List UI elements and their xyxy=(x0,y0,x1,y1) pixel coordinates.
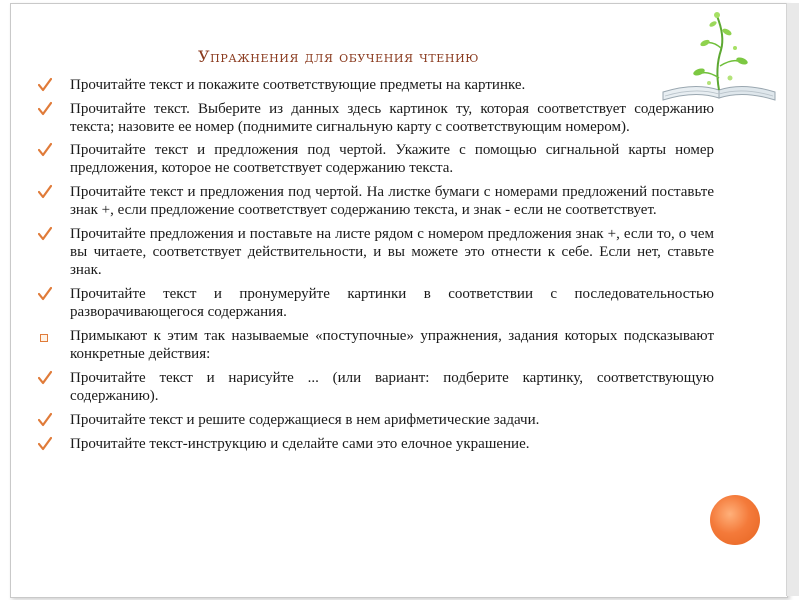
orange-circle-decoration xyxy=(710,495,760,545)
list-item-text: Прочитайте текст и решите содержащиеся в нем арифметические задачи. xyxy=(70,412,540,428)
list-item xyxy=(38,369,714,405)
checkmark-bullet-icon xyxy=(38,77,52,93)
list-item xyxy=(38,327,714,363)
checkmark-bullet-icon xyxy=(38,370,52,386)
list-item xyxy=(38,225,714,279)
list-item xyxy=(38,100,714,136)
page-title: Упражнения для обучения чтению xyxy=(198,47,480,66)
list-item-text: Прочитайте текст и пронумеруйте картинки в соответствии с последовательностью разворачивающегося содержания. xyxy=(70,286,714,320)
list-item-text: Прочитайте предложения и поставьте на листе рядом с номером предложения знак +, если то, о чем вы читаете, соответствует действительности, и вы можете это отнести к себе. Если нет, ставьте знак. xyxy=(70,226,714,278)
list-item-text: Прочитайте текст. Выберите из данных здесь картинок ту, которая соответствует содержанию текста; назовите ее номер (поднимите сигнальную карту с соответствующим номером). xyxy=(70,101,714,135)
list-item-text: Прочитайте текст-инструкцию и сделайте сами это елочное украшение. xyxy=(70,436,530,452)
checkmark-bullet-icon xyxy=(38,142,52,158)
list-item xyxy=(38,76,714,94)
checkmark-bullet-icon xyxy=(38,101,52,117)
list-item xyxy=(38,141,714,177)
list-item xyxy=(38,411,714,429)
list-item-text: Прочитайте текст и покажите соответствующие предметы на картинке. xyxy=(70,77,526,93)
checkmark-bullet-icon xyxy=(38,286,52,302)
checkmark-bullet-icon xyxy=(38,436,52,452)
list-item xyxy=(38,183,714,219)
list-item-text: Прочитайте текст и нарисуйте ... (или вариант: подберите картинку, соответствующую содержанию). xyxy=(70,370,714,404)
list-item xyxy=(38,435,714,453)
list-item-text: Прочитайте текст и предложения под чертой. Укажите с помощью сигнальной карты номер предложения, которое не соответствует содержанию текста. xyxy=(70,142,714,176)
checkmark-bullet-icon xyxy=(38,412,52,428)
right-edge-bar xyxy=(786,3,799,596)
list-item xyxy=(38,285,714,321)
exercise-list xyxy=(38,76,714,453)
checkmark-bullet-icon xyxy=(38,226,52,242)
square-bullet-icon xyxy=(38,328,52,344)
list-item-text: Примыкают к этим так называемые «поступочные» упражнения, задания которых подсказывают конкретные действия: xyxy=(70,328,714,362)
list-item-text: Прочитайте текст и предложения под чертой. На листке бумаги с номерами предложений поставьте знак +, если предложение соответствует содержанию текста, и знак - если не соответствует. xyxy=(70,184,714,218)
checkmark-bullet-icon xyxy=(38,184,52,200)
